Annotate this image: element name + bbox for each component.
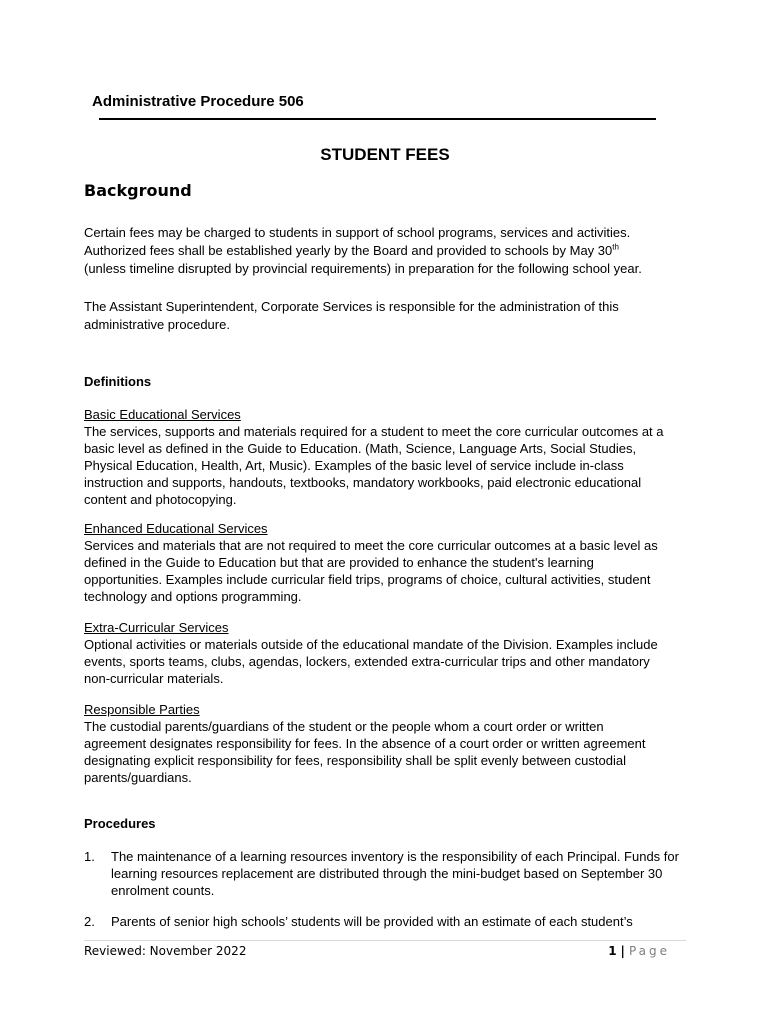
procedures-heading: Procedures xyxy=(84,816,156,831)
footer-rule xyxy=(84,940,686,941)
background-line-3: (unless timeline disrupted by provincial requirements) in preparation for the following school year. xyxy=(84,261,642,276)
definition-text: Optional activities or materials outside of the educational mandate of the Division. Examples include events, sports teams, clubs, agendas, lockers, extended extra-curricular trips and other mandatory non-curricular materials. xyxy=(84,637,658,686)
page-number: 1 xyxy=(608,944,617,958)
definition-enhanced xyxy=(84,520,659,605)
procedure-header: Administrative Procedure 506 xyxy=(92,93,304,110)
footer-reviewed-date: Reviewed: November 2022 xyxy=(84,944,247,958)
definition-responsible-parties xyxy=(84,701,649,786)
definition-term: Responsible Parties xyxy=(84,702,200,717)
list-text: Parents of senior high schools’ students will be provided with an estimate of each student’s xyxy=(111,914,633,929)
footer-page-indicator xyxy=(608,944,670,958)
definition-text: The custodial parents/guardians of the student or the people whom a court order or written agreement designates responsibility for fees. In the absence of a court order or written agreement designating explicit responsibility for fees, responsibility shall be split evenly between custodial parents/guardians. xyxy=(84,719,646,785)
definitions-heading: Definitions xyxy=(84,374,152,389)
page-separator: | xyxy=(620,944,625,958)
list-number: 1. xyxy=(84,849,95,864)
list-number: 2. xyxy=(84,914,95,929)
definition-term: Extra-Curricular Services xyxy=(84,620,229,635)
superscript-th: th xyxy=(612,242,619,252)
document-title-text: STUDENT FEES xyxy=(320,145,450,164)
definition-extra-curricular xyxy=(84,619,674,687)
background-line-1: Certain fees may be charged to students in support of school programs, services and activities. xyxy=(84,225,631,240)
definition-term: Basic Educational Services xyxy=(84,407,241,422)
definition-text: Services and materials that are not required to meet the core curricular outcomes at a basic level as defined in the Guide to Education but that are provided to enhance the student's learning opportunities. Examples include curricular field trips, programs of choice, cultural activities, student technology and options programming. xyxy=(84,538,658,604)
page-label: Page xyxy=(628,944,670,958)
background-paragraph-2: The Assistant Superintendent, Corporate Services is responsible for the administration of this administrative procedure. xyxy=(84,299,619,332)
background-line-2: Authorized fees shall be established yearly by the Board and provided to schools by May 30 xyxy=(84,243,613,258)
definition-text: The services, supports and materials required for a student to meet the core curricular outcomes at a basic level as defined in the Guide to Education. (Math, Science, Language Arts, Social Studies, Physical Education, Health, Art, Music). Examples of the basic level of service include in-class instruction and supports, handouts, textbooks, mandatory workbooks, paid electronic educational content and photocopying. xyxy=(84,424,664,507)
document-title xyxy=(0,145,770,165)
definition-term: Enhanced Educational Services xyxy=(84,521,268,536)
background-paragraph-1 xyxy=(84,224,694,278)
definition-basic xyxy=(84,406,669,508)
header-rule xyxy=(99,118,656,120)
list-text: The maintenance of a learning resources inventory is the responsibility of each Principal. Funds for learning resources replacement are distributed through the mini-budget based on September 30 enrolment counts. xyxy=(111,849,679,898)
background-heading: Background xyxy=(84,181,192,200)
